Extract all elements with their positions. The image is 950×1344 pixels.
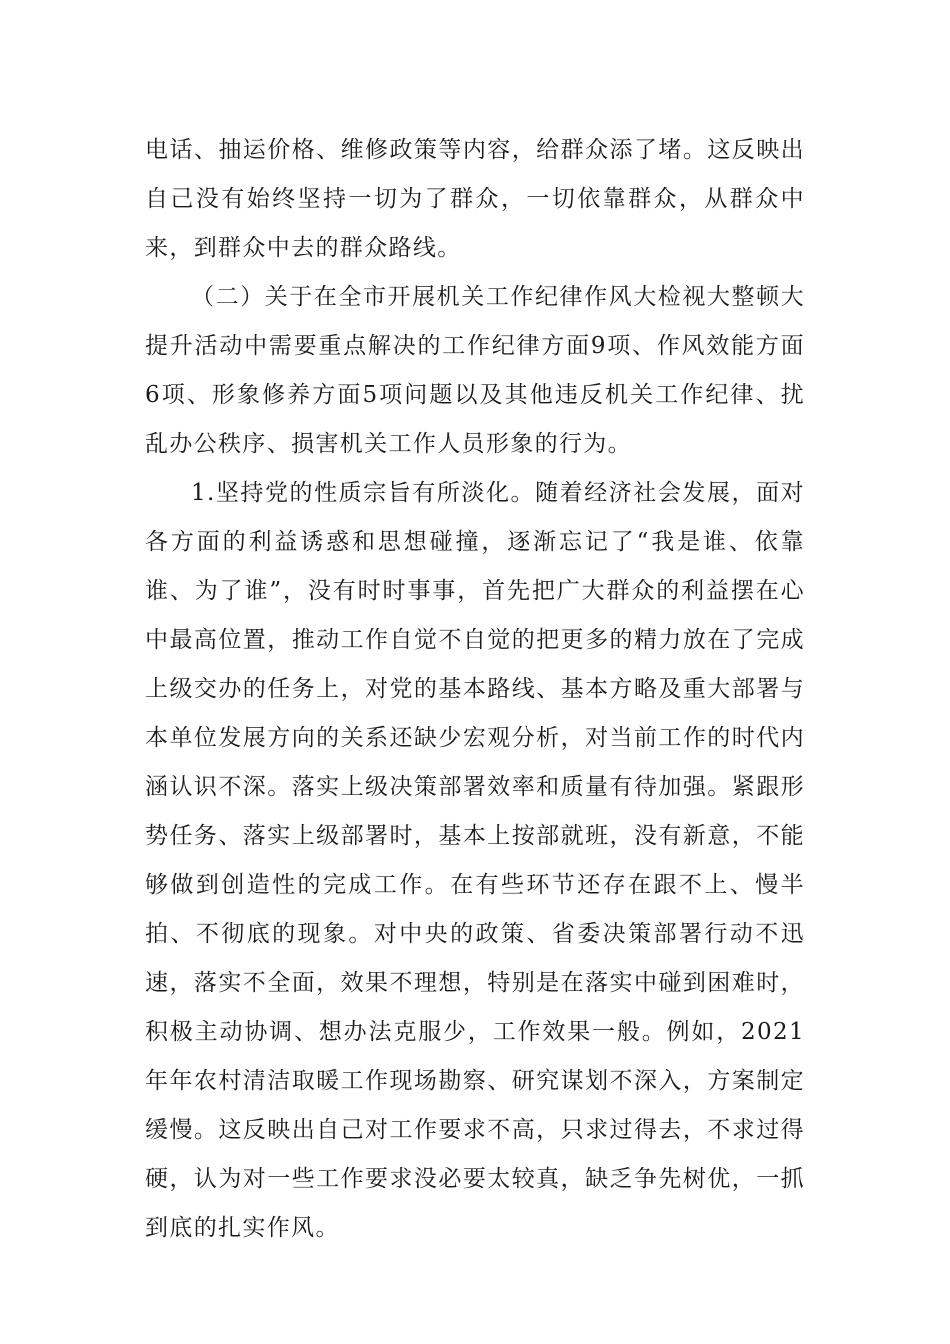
document-page [145, 126, 805, 1253]
paragraph-mass-line: 电话、抽运价格、维修政策等内容，给群众添了堵。这反映出自己没有始终坚持一切为了群众，一切依靠群众，从群众中来，到群众中去的群众路线。 [145, 137, 805, 261]
paragraph-section-two-heading: （二）关于在全市开展机关工作纪律作风大检视大整顿大提升活动中需要重点解决的工作纪律方面9项、作风效能方面6项、形象修养方面5项问题以及其他违反机关工作纪律、扰乱办公秩序、损害机关工作人员形象的行为。 [145, 284, 805, 457]
paragraph-item-one: 1.坚持党的性质宗旨有所淡化。随着经济社会发展，面对各方面的利益诱惑和思想碰撞，逐渐忘记了“我是谁、依靠谁、为了谁”，没有时时事事，首先把广大群众的利益摆在心中最高位置，推动工作自觉不自觉的把更多的精力放在了完成上级交办的任务上，对党的基本路线、基本方略及重大部署与本单位发展方向的关系还缺少宏观分析，对当前工作的时代内涵认识不深。落实上级决策部署效率和质量有待加强。紧跟形势任务、落实上级部署时，基本上按部就班，没有新意，不能够做到创造性的完成工作。在有些环节还存在跟不上、慢半拍、不彻底的现象。对中央的政策、省委决策部署行动不迅速，落实不全面，效果不理想，特别是在落实中碰到困难时，积极主动协调、想办法克服少，工作效果一般。例如，2021年年农村清洁取暖工作现场勘察、研究谋划不深入，方案制定缓慢。这反映出自己对工作要求不高，只求过得去，不求过得硬，认为对一些工作要求没必要太较真，缺乏争先树优，一抓到底的扎实作风。 [145, 480, 805, 1241]
